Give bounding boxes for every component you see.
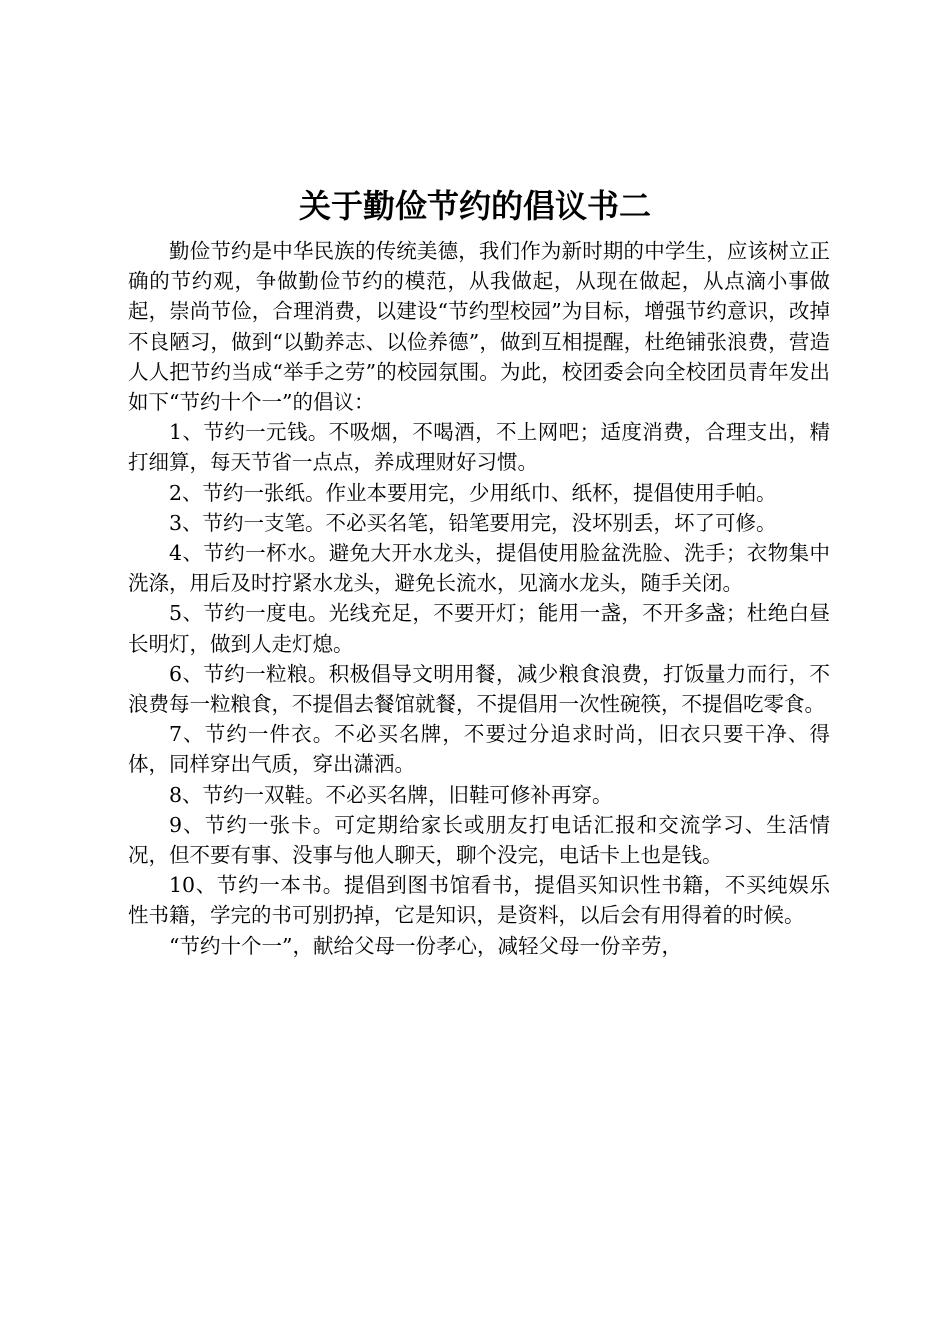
list-item-9: 9、节约一张卡。可定期给家长或朋友打电话汇报和交流学习、生活情况，但不要有事、没事与他人聊天，聊个没完，电话卡上也是钱。	[128, 812, 830, 868]
list-item-2: 2、节约一张纸。作业本要用完，少用纸巾、纸杯，提倡使用手帕。	[169, 480, 777, 505]
list-item-8: 8、节约一双鞋。不必买名牌，旧鞋可修补再穿。	[169, 782, 613, 807]
list-item-5: 5、节约一度电。光线充足，不要开灯；能用一盏，不开多盏；杜绝白昼长明灯，做到人走灯熄。	[128, 601, 830, 656]
document-body	[128, 236, 830, 961]
list-item-7: 7、节约一件衣。不必买名牌，不要过分追求时尚，旧衣只要干净、得体，同样穿出气质，穿出潇洒。	[128, 722, 830, 777]
list-item-6: 6、节约一粒粮。积极倡导文明用餐，减少粮食浪费，打饭量力而行，不浪费每一粒粮食，不提倡去餐馆就餐，不提倡用一次性碗筷，不提倡吃零食。	[128, 661, 830, 717]
list-item-3: 3、节约一支笔。不必买名笔，铅笔要用完，没坏别丢，坏了可修。	[169, 510, 777, 535]
list-item-4: 4、节约一杯水。避免大开水龙头，提倡使用脸盆洗脸、洗手；衣物集中洗涤，用后及时拧紧水龙头，避免长流水，见滴水龙头，随手关闭。	[128, 541, 830, 596]
list-item-10: 10、节约一本书。提倡到图书馆看书，提倡买知识性书籍，不买纯娱乐性书籍，学完的书可别扔掉，它是知识，是资料，以后会有用得着的时候。	[128, 873, 830, 928]
closing-paragraph: “节约十个一”，献给父母一份孝心，减轻父母一份辛劳，	[169, 933, 682, 958]
page-title: 关于勤俭节约的倡议书二	[298, 187, 651, 225]
list-item-1: 1、节约一元钱。不吸烟，不喝酒，不上网吧；适度消费，合理支出，精打细算，每天节省一点点，养成理财好习惯。	[128, 420, 830, 475]
intro-paragraph: 勤俭节约是中华民族的传统美德，我们作为新时期的中学生，应该树立正确的节约观，争做勤俭节约的模范，从我做起，从现在做起，从点滴小事做起，崇尚节俭，合理消费，以建设“节约型校园”为目标，增强节约意识，改掉不良陋习，做到“以勤养志、以俭养德”，做到互相提醒，杜绝铺张浪费，营造人人把节约当成“举手之劳”的校园氛围。为此，校团委会向全校团员青年发出如下“节约十个一”的倡议：	[128, 239, 830, 415]
